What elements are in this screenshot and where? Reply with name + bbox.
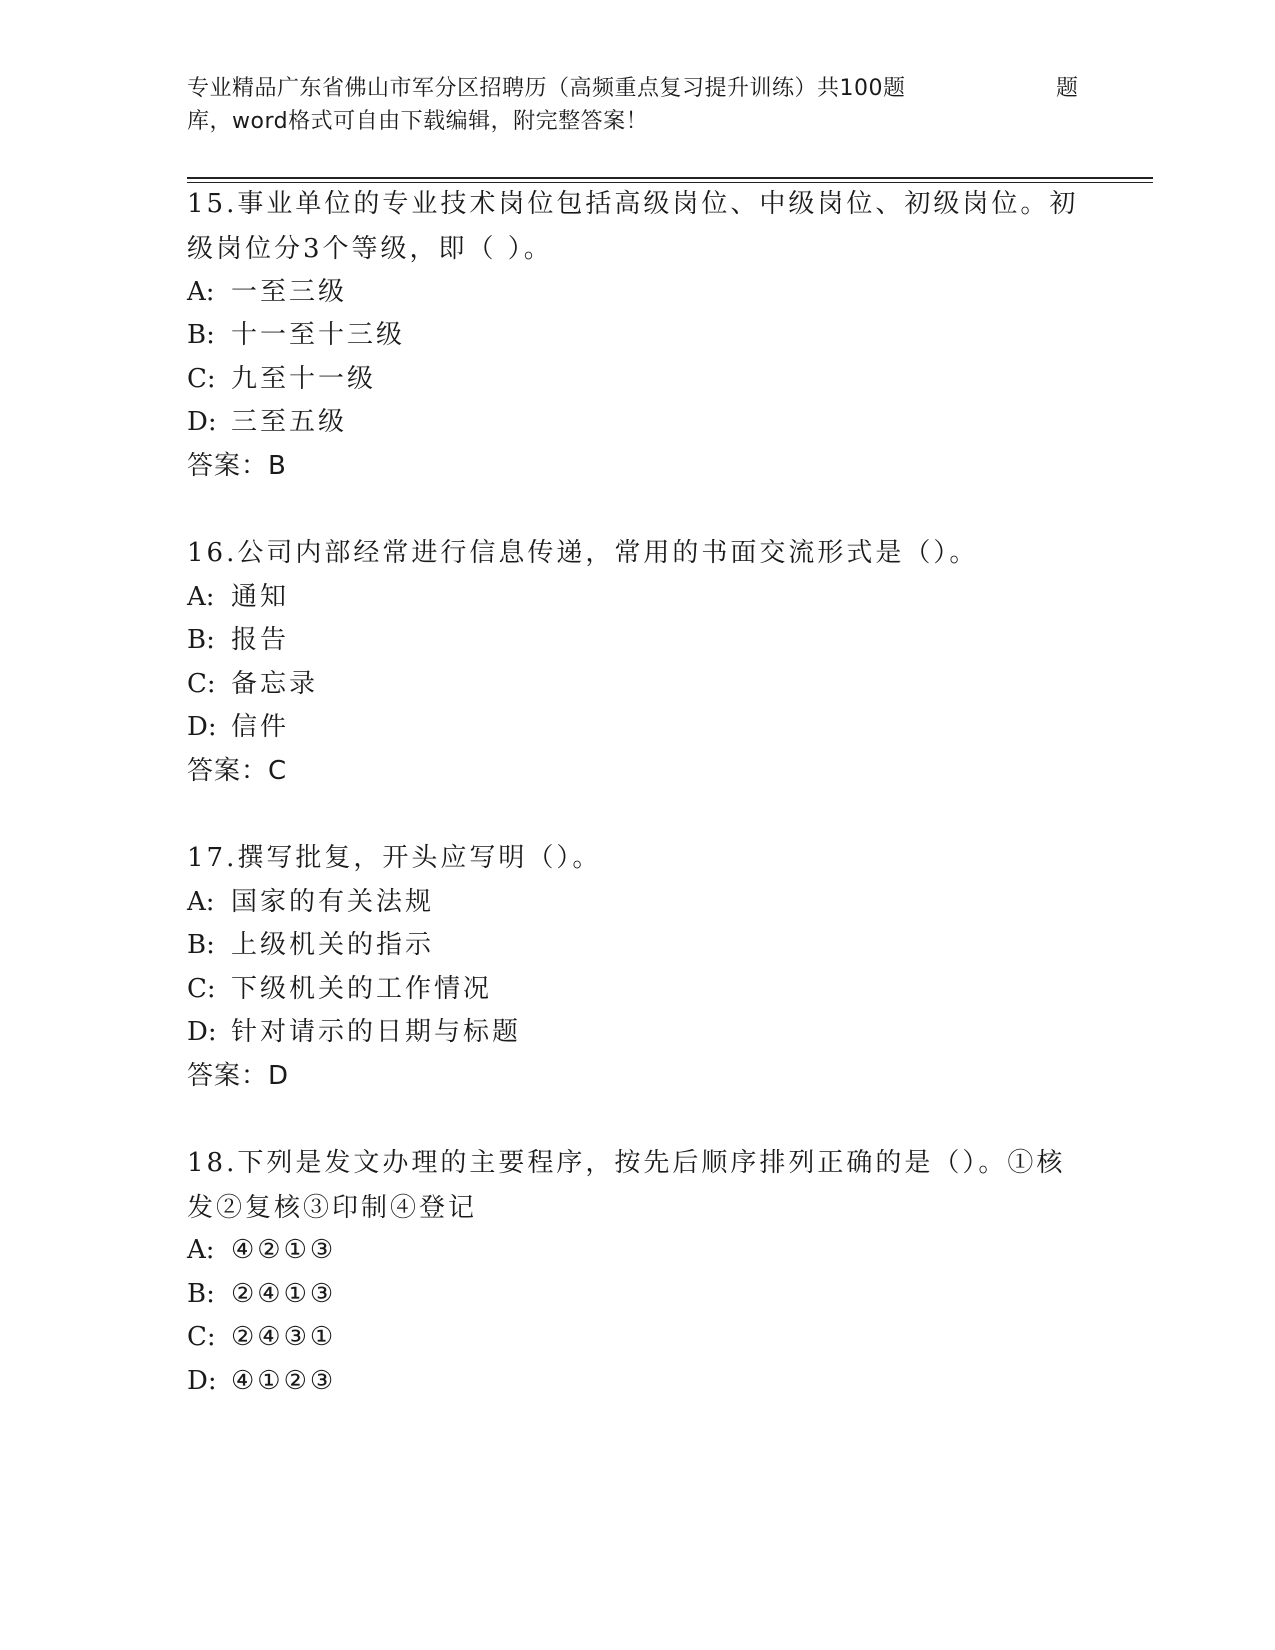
option-text: 信件 <box>231 712 290 742</box>
option-letter: C: <box>187 974 216 1004</box>
option-text: 下级机关的工作情况 <box>231 974 493 1004</box>
option-text: ④②①③ <box>231 1235 337 1265</box>
option-text: ④①②③ <box>231 1366 337 1396</box>
option-letter: D: <box>187 1017 217 1047</box>
question-17-answer: 答案：D <box>187 1061 290 1091</box>
option-letter: C: <box>187 364 216 394</box>
option-text: 上级机关的指示 <box>231 930 435 960</box>
question-18-option-c <box>187 1315 336 1360</box>
option-text: 报告 <box>231 625 290 655</box>
option-letter: D: <box>187 712 217 742</box>
question-16-answer: 答案：C <box>187 756 288 786</box>
option-text: 备忘录 <box>231 669 319 699</box>
question-17-option-a <box>187 880 434 925</box>
question-18-text: 18.下列是发文办理的主要程序，按先后顺序排列正确的是（）。①核发②复核③印制④登记 <box>187 1148 1066 1223</box>
option-text: ②④①③ <box>231 1279 337 1309</box>
option-text: 十一至十三级 <box>231 320 406 350</box>
question-16-option-a <box>187 575 289 620</box>
question-17-text: 17.撰写批复，开头应写明（）。 <box>187 843 602 873</box>
header-line-2: 库，word格式可自由下载编辑，附完整答案！ <box>187 109 649 134</box>
question-15-answer: 答案：B <box>187 451 287 481</box>
question-18-option-d <box>187 1359 336 1404</box>
question-15-option-b <box>187 313 405 358</box>
question-16-option-b <box>187 618 289 663</box>
header-divider-thick <box>187 177 1153 179</box>
option-letter: D: <box>187 1366 217 1396</box>
option-text: 国家的有关法规 <box>231 887 435 917</box>
question-18-option-b <box>187 1272 336 1317</box>
option-letter: A: <box>187 582 215 612</box>
option-letter: A: <box>187 887 215 917</box>
option-letter: B: <box>187 320 215 350</box>
option-letter: A: <box>187 277 215 307</box>
question-18-option-a <box>187 1228 336 1273</box>
document-header <box>187 72 1087 138</box>
question-15-option-a <box>187 270 347 315</box>
question-15-text: 15.事业单位的专业技术岗位包括高级岗位、中级岗位、初级岗位。初级岗位分3个等级，即（ ）。 <box>187 189 1079 264</box>
option-text: 三至五级 <box>231 407 348 437</box>
option-letter: B: <box>187 625 215 655</box>
question-16-option-c <box>187 662 318 707</box>
option-letter: C: <box>187 1322 216 1352</box>
option-letter: B: <box>187 930 215 960</box>
option-text: 针对请示的日期与标题 <box>231 1017 522 1047</box>
question-17-option-b <box>187 923 434 968</box>
option-text: 通知 <box>231 582 290 612</box>
option-text: 九至十一级 <box>231 364 377 394</box>
question-17-option-d <box>187 1010 521 1055</box>
question-16-option-d <box>187 705 289 750</box>
question-15-option-d <box>187 400 347 445</box>
question-15-option-c <box>187 357 376 402</box>
header-line-1 <box>187 72 1087 105</box>
question-17-option-c <box>187 967 492 1012</box>
option-letter: D: <box>187 407 217 437</box>
header-title-tail: 题 <box>1056 76 1079 101</box>
option-letter: A: <box>187 1235 215 1265</box>
question-16-text: 16.公司内部经常进行信息传递，常用的书面交流形式是（）。 <box>187 538 979 568</box>
option-letter: B: <box>187 1279 215 1309</box>
option-text: ②④③① <box>231 1322 337 1352</box>
option-letter: C: <box>187 669 216 699</box>
option-text: 一至三级 <box>231 277 348 307</box>
header-title: 专业精品广东省佛山市军分区招聘历（高频重点复习提升训练）共100题 <box>187 76 906 101</box>
